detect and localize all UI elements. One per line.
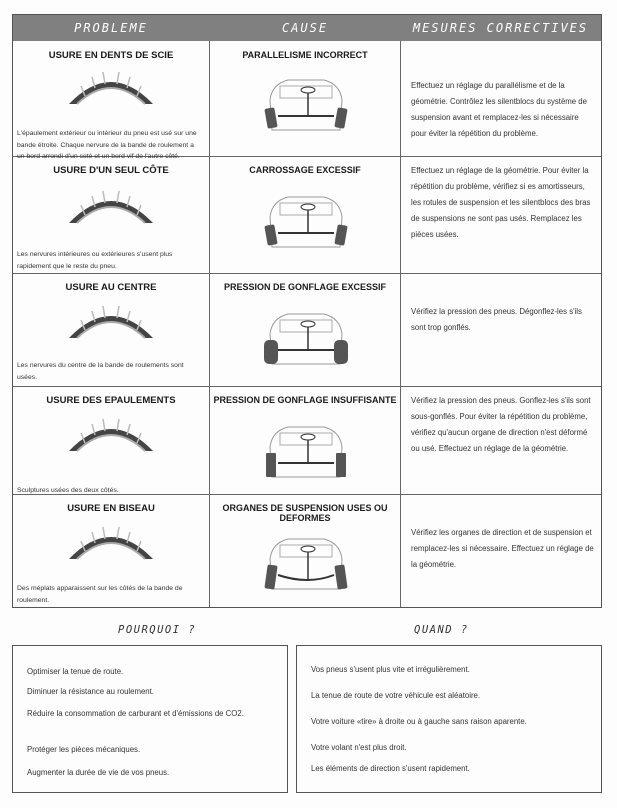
- cause-title: CARROSSAGE EXCESSIF: [249, 165, 361, 175]
- car-front-axle-icon: [258, 417, 354, 491]
- car-front-axle-icon: [258, 304, 354, 378]
- quand-item: Votre voiture «tire» à droite ou à gauche sans raison aparente.: [311, 717, 527, 726]
- quand-box: [296, 645, 602, 793]
- table-row: [13, 495, 601, 607]
- fix-text: Vérifiez la pression des pneus. Dégonflez-les s'ils sont trop gonflés.: [411, 307, 582, 332]
- problem-description: Des méplats apparaissent sur les côtés de la bande de roulement.: [17, 585, 183, 604]
- fix-cell: [401, 274, 601, 386]
- cause-title: PARALLELISME INCORRECT: [242, 50, 368, 60]
- cause-title: PRESSION DE GONFLAGE INSUFFISANTE: [213, 395, 397, 405]
- problem-cell: [13, 157, 209, 273]
- problem-cell: [13, 42, 209, 160]
- problem-cell: [13, 387, 209, 494]
- cause-cell: [210, 387, 400, 494]
- problem-title: USURE D'UN SEUL CÔTE: [53, 165, 169, 176]
- quand-item: Votre volant n'est plus droit.: [311, 743, 407, 752]
- tire-tread-icon: [65, 66, 157, 106]
- header-mesures: MESURES CORRECTIVES: [412, 21, 589, 35]
- table-row: [13, 157, 601, 273]
- cause-cell: [210, 42, 400, 156]
- pourquoi-item: Protéger les pièces mécaniques.: [27, 745, 141, 754]
- quand-heading: QUAND ?: [414, 624, 469, 636]
- header-cause: CAUSE: [281, 21, 329, 35]
- car-front-axle-icon: [258, 529, 354, 603]
- fix-cell: [401, 157, 601, 273]
- fix-text: Vérifiez les organes de direction et de suspension et remplacez-les si nécessaire. Effectuez un réglage de la géométrie.: [411, 528, 594, 569]
- problem-description: Sculptures usées des deux côtés.: [17, 487, 119, 494]
- tire-tread-icon: [65, 185, 157, 225]
- problem-cell: [13, 495, 209, 607]
- problem-cell: [13, 274, 209, 386]
- table-row: [13, 42, 601, 160]
- pourquoi-item: Optimiser la tenue de route.: [27, 667, 124, 676]
- tire-tread-icon: [65, 413, 157, 453]
- fix-text: Vérifiez la pression des pneus. Gonflez-les s'ils sont sous-gonflés. Pour éviter la répétition du problème, vérifiez qu'aucun organe de direction n'est déformé ou usé. Effectuez un réglage de la géométrie.: [411, 396, 591, 453]
- quand-item: Vos pneus s'usent plus vite et irrégulièrement.: [311, 665, 470, 674]
- pourquoi-item: Réduire la consommation de carburant et d'émissions de CO2.: [27, 709, 244, 718]
- diagnostic-table: [12, 14, 602, 608]
- quand-item: Les éléments de direction s'usent rapidement.: [311, 764, 470, 773]
- problem-title: USURE DES EPAULEMENTS: [46, 395, 176, 406]
- fix-cell: [401, 495, 601, 607]
- table-row: [13, 274, 601, 386]
- cause-cell: [210, 157, 400, 273]
- fix-cell: [401, 387, 601, 494]
- header-probleme: PROBLEME: [74, 21, 148, 35]
- fix-cell: [401, 42, 601, 156]
- table-header: [13, 15, 601, 41]
- tire-tread-icon: [65, 300, 157, 340]
- cause-cell: [210, 495, 400, 607]
- quand-item: La tenue de route de votre véhicule est aléatoire.: [311, 691, 481, 700]
- fix-text: Effectuez un réglage de la géométrie. Pour éviter la répétition du problème, vérifiez si es amortisseurs, les rotules de suspension et les silentblocs des bras de suspensions ne sont pas usés. Remplacez les pièces usées.: [411, 166, 591, 239]
- car-front-axle-icon: [258, 70, 354, 144]
- problem-title: USURE AU CENTRE: [65, 282, 157, 293]
- problem-title: USURE EN DENTS DE SCIE: [48, 50, 174, 61]
- problem-description: L'épaulement extérieur ou intérieur du pneu est usé sur une bande étroite. Chaque nervure de la bande de roulement a un bord arrondi d'un coté et un bord vif de l'autre côté.: [17, 130, 197, 160]
- pourquoi-heading: POURQUOI ?: [118, 624, 197, 636]
- cause-title: ORGANES DE SUSPENSION USES OU DEFORMES: [222, 503, 388, 523]
- pourquoi-item: Diminuer la résistance au roulement.: [27, 687, 154, 696]
- pourquoi-box: [12, 645, 288, 793]
- car-front-axle-icon: [258, 187, 354, 261]
- cause-title: PRESSION DE GONFLAGE EXCESSIF: [223, 282, 387, 292]
- problem-description: Les nervures du centre de la bande de roulements sont usées.: [17, 362, 184, 381]
- pourquoi-item: Augmenter la durée de vie de vos pneus.: [27, 768, 170, 777]
- problem-description: Les nervures intérieures ou extérieures s'usent plus rapidement que le reste du pneu.: [17, 251, 173, 270]
- table-row: [13, 387, 601, 494]
- tire-tread-icon: [65, 521, 157, 561]
- cause-cell: [210, 274, 400, 386]
- fix-text: Effectuez un réglage du parallélisme et de la géométrie. Contrôlez les silentblocs du système de suspension avant et remplacez-les si nécessaire pour éviter la répétition du problème.: [411, 81, 587, 138]
- problem-title: USURE EN BISEAU: [67, 503, 155, 514]
